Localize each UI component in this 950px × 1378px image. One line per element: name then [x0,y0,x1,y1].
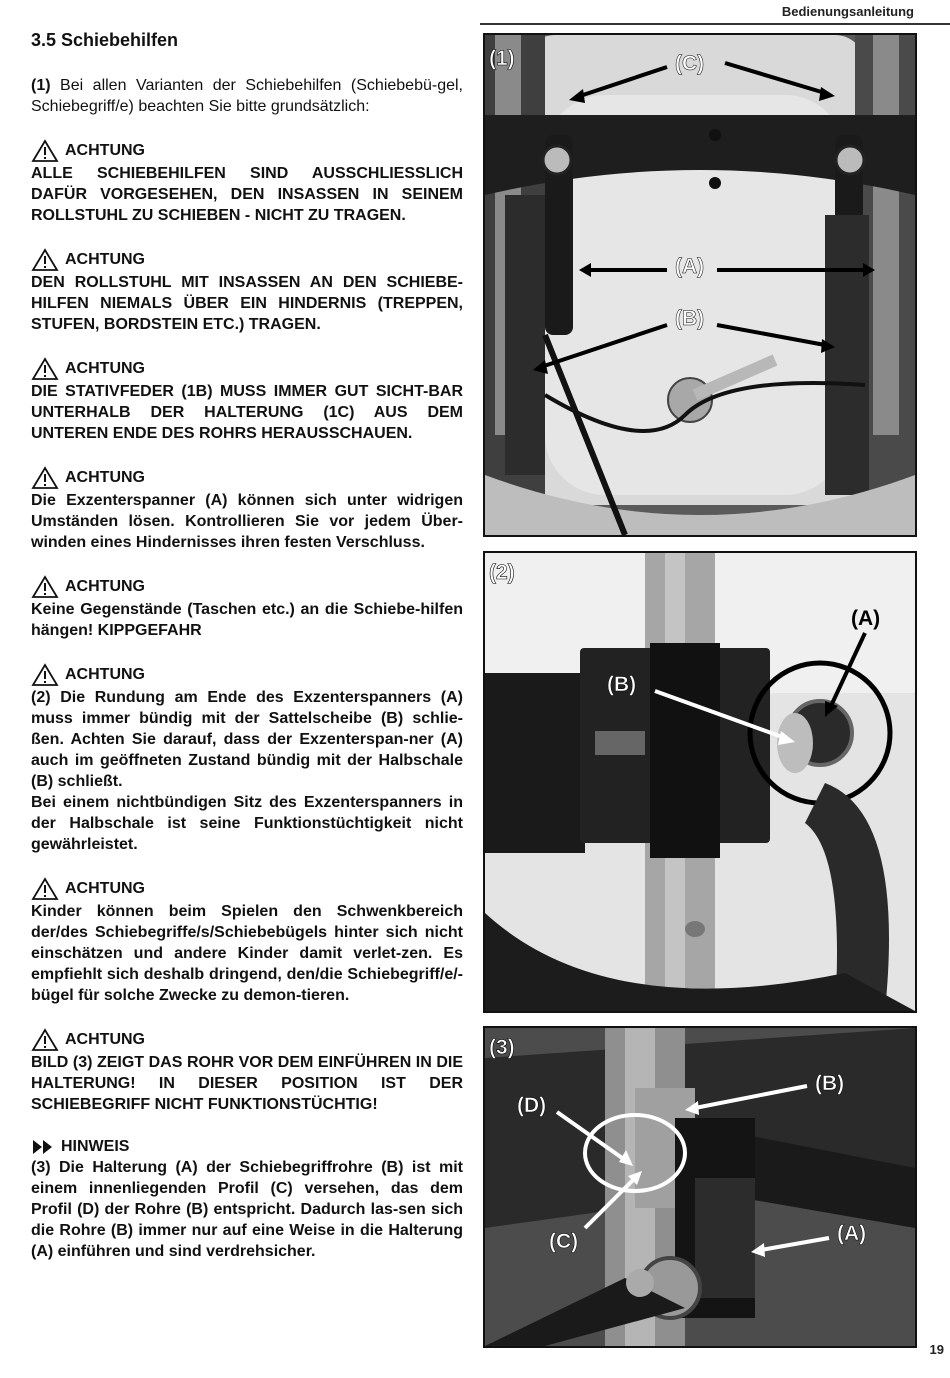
notice-text: DEN ROLLSTUHL MIT INSASSEN AN DEN SCHIEBE-HILFEN NIEMALS ÜBER EIN HINDERNIS (TREPPEN, STUFEN, BORDSTEIN ETC.) TRAGEN. [31,274,463,333]
notice-4 [31,466,463,553]
notice-3 [31,357,463,444]
notice-6 [31,663,463,855]
notice-8 [31,1028,463,1115]
callout-a: (A) [851,607,881,630]
warning-triangle-icon [31,139,59,163]
notice-label: ACHTUNG [65,666,145,683]
notice-2 [31,248,463,335]
intro-paragraph [31,75,463,117]
intro-number: (1) [31,77,51,94]
callout-d: (D) [517,1094,547,1117]
header-title: Bedienungsanleitung [781,4,914,19]
callout-b: (B) [675,307,705,330]
callout-c: (C) [549,1230,579,1253]
section-title: 3.5 Schiebehilfen [31,30,179,50]
notice-text: ALLE SCHIEBEHILFEN SIND AUSSCHLIESSLICH DAFÜR VORGESEHEN, DEN INSASSEN IN SEINEM ROLLSTUHL ZU SCHIEBEN - NICHT ZU TRAGEN. [31,165,463,224]
notice-label: ACHTUNG [65,251,145,268]
warning-triangle-icon [31,663,59,687]
notice-text: Die Exzenterspanner (A) können sich unter widrigen Umständen lösen. Kontrollieren Sie vor jedem Über-winden eines Hindernisses ihren festen Verschluss. [31,492,463,551]
notice-text: BILD (3) ZEIGT DAS ROHR VOR DEM EINFÜHREN IN DIE HALTERUNG! IN DIESER POSITION IST DER SCHIEBEGRIFF NICHT FUNKTIONSTÜCHTIG! [31,1054,463,1113]
notice-label: ACHTUNG [65,360,145,377]
notice-1 [31,139,463,226]
callout-a: (A) [837,1222,867,1245]
double-arrow-icon [31,1138,55,1156]
notice-5 [31,575,463,641]
warning-triangle-icon [31,877,59,901]
callout-b: (B) [815,1072,845,1095]
callout-b: (B) [607,673,637,696]
warning-triangle-icon [31,248,59,272]
notice-text: Keine Gegenstände (Taschen etc.) an die Schiebe-hilfen hängen! KIPPGEFAHR [31,601,463,639]
figure-2-label: (2) [489,561,515,584]
figure-2-photo [483,551,917,1013]
intro-text: Bei allen Varianten der Schiebehilfen (Schiebebü-gel, Schiebegriff/e) beachten Sie bitte grundsätzlich: [31,77,463,115]
figure-3-photo [483,1026,917,1348]
notice-text: (3) Die Halterung (A) der Schiebegriffrohre (B) ist mit einem innenliegenden Profil (C) versehen, das dem Profil (D) der Rohre (B) entspricht. Dadurch las-sen sich die Rohre (B) immer nur auf eine Weise in die Halterung (A) einführen und sind verdrehsicher. [31,1159,463,1260]
figure-1-photo [483,33,917,537]
header-rule [480,23,950,25]
notice-7 [31,877,463,1006]
notice-text-continued: Bei einem nichtbündigen Sitz des Exzenterspanners in der Halbschale ist seine Funktionstüchtigkeit nicht gewährleistet. [31,794,463,853]
figure-1-label: (1) [489,47,515,70]
callout-c: (C) [675,52,705,75]
warning-triangle-icon [31,466,59,490]
warning-triangle-icon [31,575,59,599]
notice-text: (2) Die Rundung am Ende des Exzenterspanners (A) muss immer bündig mit der Sattelscheibe (B) schlie-ßen. Achten Sie darauf, dass der Exzenterspan-ner (A) auch im geöffneten Zustand bündig mit der Halbschale (B) schließt. [31,689,463,790]
notice-label: ACHTUNG [65,578,145,595]
figure-3-label: (3) [489,1036,515,1059]
notice-label: HINWEIS [61,1138,130,1155]
text-column [31,30,463,1262]
warning-triangle-icon [31,1028,59,1052]
notice-label: ACHTUNG [65,469,145,486]
notice-label: ACHTUNG [65,142,145,159]
notice-label: ACHTUNG [65,1031,145,1048]
hint-notice [31,1137,463,1262]
warning-triangle-icon [31,357,59,381]
callout-a: (A) [675,255,705,278]
notice-label: ACHTUNG [65,880,145,897]
page-number: 19 [929,1342,944,1357]
notice-text: Kinder können beim Spielen den Schwenkbereich der/des Schiebegriffe/s/Schiebebügels hinter sich nicht einschätzen und andere Kinder damit verlet-zen. Es empfiehlt sich deshalb dringend, den/die Schiebegriff/e/-bügel für solche Zwecke zu demon-tieren. [31,903,463,1004]
notice-text: DIE STATIVFEDER (1B) MUSS IMMER GUT SICHT-BAR UNTERHALB DER HALTERUNG (1C) AUS DEM UNTEREN ENDE DES ROHRS HERAUSSCHAUEN. [31,383,463,442]
